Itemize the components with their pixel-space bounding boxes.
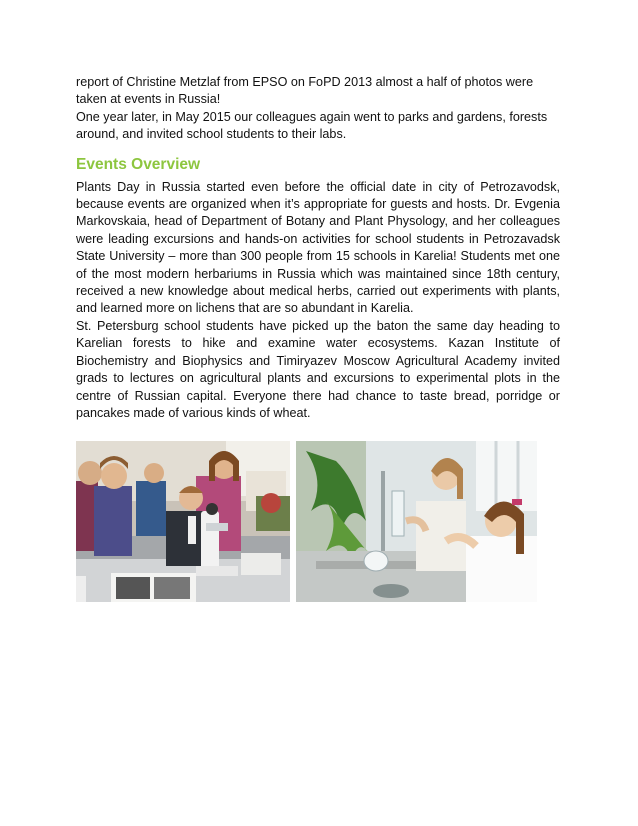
photo-lab-experiment bbox=[296, 441, 537, 602]
body-paragraph-2: St. Petersburg school students have picked up the baton the same day heading to Karelian forests to hike and examine water ecosystems. Kazan Institute of Biochemistry and Biophysics and Timiryazev Moscow Agricultural Academy invited grads to lectures on agricultural plants and excursions to experimental plots in the centre of Russian capital. Everyone there had chance to taste bread, porridge or pancakes made of various kinds of wheat. bbox=[76, 318, 560, 420]
section-heading: Events Overview bbox=[76, 155, 201, 173]
intro-paragraph-2: One year later, in May 2015 our colleagues again went to parks and gardens, forests around, and invited school students to their labs. bbox=[76, 109, 548, 142]
text-column bbox=[76, 74, 560, 422]
intro-paragraph-1: report of Christine Metzlaf from EPSO on FoPD 2013 almost a half of photos were taken at events in Russia! bbox=[76, 75, 534, 107]
body-paragraph-1: Plants Day in Russia started even before the official date in city of Petrozavodsk, because events are organized when it’s appropriate for guests and hosts. Dr. Evgenia Markovskaia, head of Department of Botany and Plant Physology, and her colleagues were leading excursions and hands-on activities for school students in Petrozavadsk State University – more than 300 people from 15 schools in Karelia! Students met one of the most modern herbariums in Russia which was maintained since 18th century, received a new knowledge about medical herbs, carried out experiments with plants, and learned more on lichens that are so abundant in Karelia. bbox=[76, 179, 560, 316]
photo-microscope-classroom bbox=[76, 441, 290, 602]
